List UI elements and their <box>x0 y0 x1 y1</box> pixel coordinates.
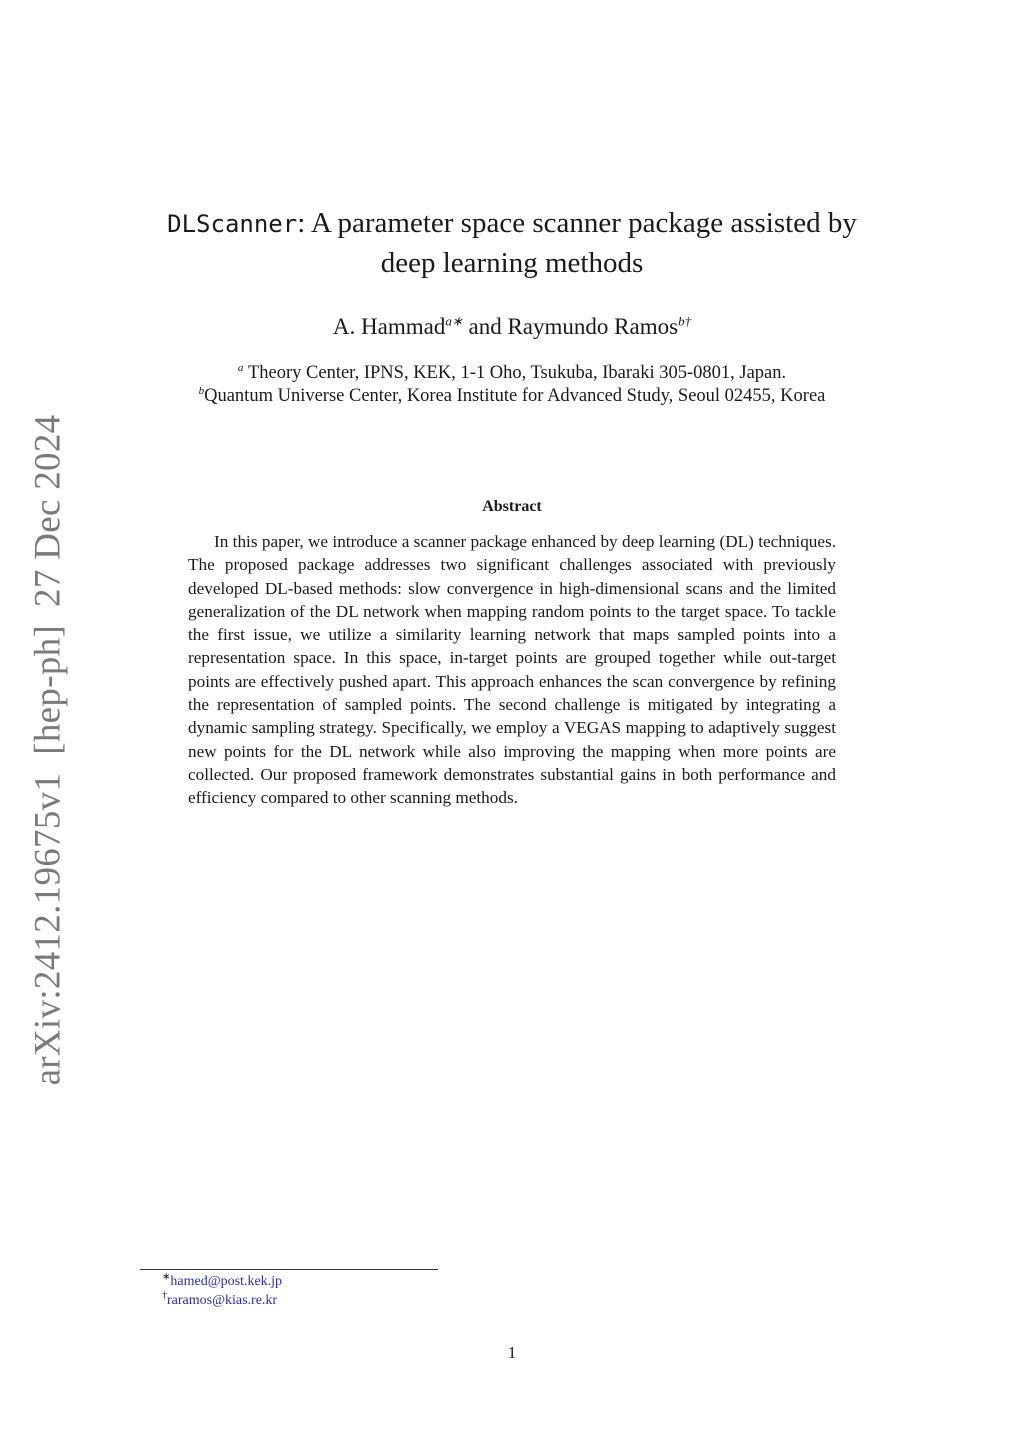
page-number: 1 <box>507 1343 517 1362</box>
author-mark: b† <box>678 313 692 329</box>
affiliation <box>112 386 912 407</box>
author-name: A. Hammad <box>332 314 446 339</box>
arxiv-stamp <box>27 415 70 1086</box>
title-line2: deep learning methods <box>380 247 644 279</box>
email-link[interactable]: hamed@post.kek.jp <box>170 1274 283 1289</box>
author-name: Raymundo Ramos <box>507 314 679 339</box>
abstract-body: In this paper, we introduce a scanner package enhanced by deep learning (DL) techniques. The proposed package addresses two significant challenges associated with previously developed DL-based methods: slow convergence in high-dimensional scans and the limited generalization of the DL network when mapping random points to the target space. To tackle the first issue, we utilize a similarity learning network that maps sampled points into a representation space. In this space, in-target points are grouped together while out-target points are effectively pushed apart. This approach enhances the scan convergence by refining the representation of sampled points. The second challenge is mitigated by integrating a dynamic sampling strategy. Specifically, we employ a VEGAS mapping to adaptively suggest new points for the DL network while also improving the mapping when more points are collected. Our proposed framework demonstrates substantial gains in both performance and efficiency compared to other scanning methods. <box>188 532 836 808</box>
footnote-rule <box>140 1269 438 1270</box>
paper-title <box>112 204 912 283</box>
title-line1: : A parameter space scanner package assisted by <box>297 207 857 239</box>
affiliation-mark: b <box>198 384 205 397</box>
package-name: DLScanner <box>167 210 298 238</box>
footnote-mark: ∗ <box>162 1271 171 1283</box>
affiliation-text: Quantum Universe Center, Korea Institute for Advanced Study, Seoul 02455, Korea <box>204 386 826 406</box>
email-link[interactable]: raramos@kias.re.kr <box>167 1293 278 1308</box>
footnote-mark: † <box>162 1290 167 1302</box>
abstract-heading: Abstract <box>482 498 542 515</box>
author-mark: a∗ <box>445 313 463 329</box>
arxiv-date: 27 Dec 2024 <box>27 414 69 607</box>
affiliation <box>112 363 912 384</box>
footnote <box>162 1271 283 1290</box>
arxiv-identifier[interactable]: arXiv:2412.19675v1 <box>27 772 69 1086</box>
author-conjunction: and <box>468 314 502 339</box>
affiliation-mark: a <box>237 361 244 374</box>
affiliation-text: Theory Center, IPNS, KEK, 1-1 Oho, Tsukuba, Ibaraki 305-0801, Japan. <box>247 363 787 383</box>
arxiv-category: [hep-ph] <box>27 624 69 755</box>
author-list <box>112 314 912 340</box>
footnote <box>162 1290 278 1309</box>
